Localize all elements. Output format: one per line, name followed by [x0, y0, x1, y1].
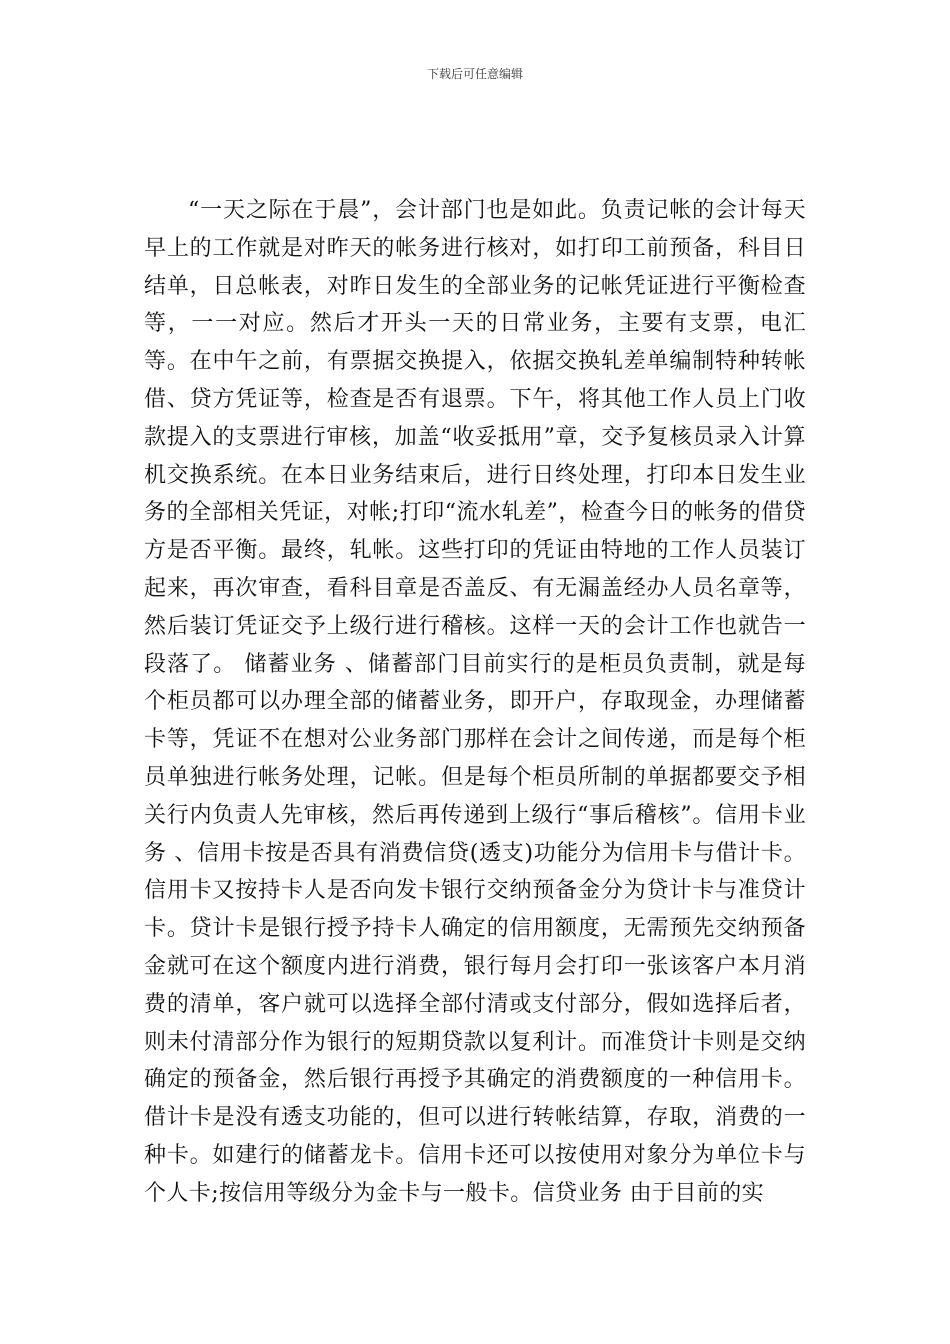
- page-header: 下载后可任意编辑: [426, 67, 523, 81]
- body-paragraph: “一天之际在于晨”，会计部门也是如此。负责记帐的会计每天早上的工作就是对昨天的帐务进行核对，如打印工前预备，科目日结单，日总帐表，对昨日发生的全部业务的记帐凭证进行平衡检查等，一一对应。然后才开头一天的日常业务，主要有支票，电汇等。在中午之前，有票据交换提入，依据交换轧差单编制特种转帐借、贷方凭证等，检查是否有退票。下午，将其他工作人员上门收款提入的支票进行审核，加盖“收妥抵用”章，交予复核员录入计算机交换系统。在本日业务结束后，进行日终处理，打印本日发生业务的全部相关凭证，对帐;打印“流水轧差”，检查今日的帐务的借贷方是否平衡。最终，轧帐。这些打印的凭证由特地的工作人员装订起来，再次审查，看科目章是否盖反、有无漏盖经办人员名章等，然后装订凭证交予上级行进行稽核。这样一天的会计工作也就告一段落了。 储蓄业务 、储蓄部门目前实行的是柜员负责制，就是每个柜员都可以办理全部的储蓄业务，即开户，存取现金，办理储蓄卡等，凭证不在想对公业务部门那样在会计之间传递，而是每个柜员单独进行帐务处理，记帐。但是每个柜员所制的单据都要交予相关行内负责人先审核，然后再传递到上级行“事后稽核”。信用卡业务 、信用卡按是否具有消费信贷(透支)功能分为信用卡与借计卡。信用卡又按持卡人是否向发卡银行交纳预备金分为贷计卡与准贷计卡。贷计卡是银行授予持卡人确定的信用额度，无需预先交纳预备金就可在这个额度内进行消费，银行每月会打印一张该客户本月消费的清单，客户就可以选择全部付清或支付部分，假如选择后者，则未付清部分作为银行的短期贷款以复利计。而准贷计卡则是交纳确定的预备金，然后银行再授予其确定的消费额度的一种信用卡。借计卡是没有透支功能的，但可以进行转帐结算，存取，消费的一种卡。如建行的储蓄龙卡。信用卡还可以按使用对象分为单位卡与个人卡;按信用等级分为金卡与一般卡。信贷业务 由于目前的实: [144, 198, 806, 1206]
